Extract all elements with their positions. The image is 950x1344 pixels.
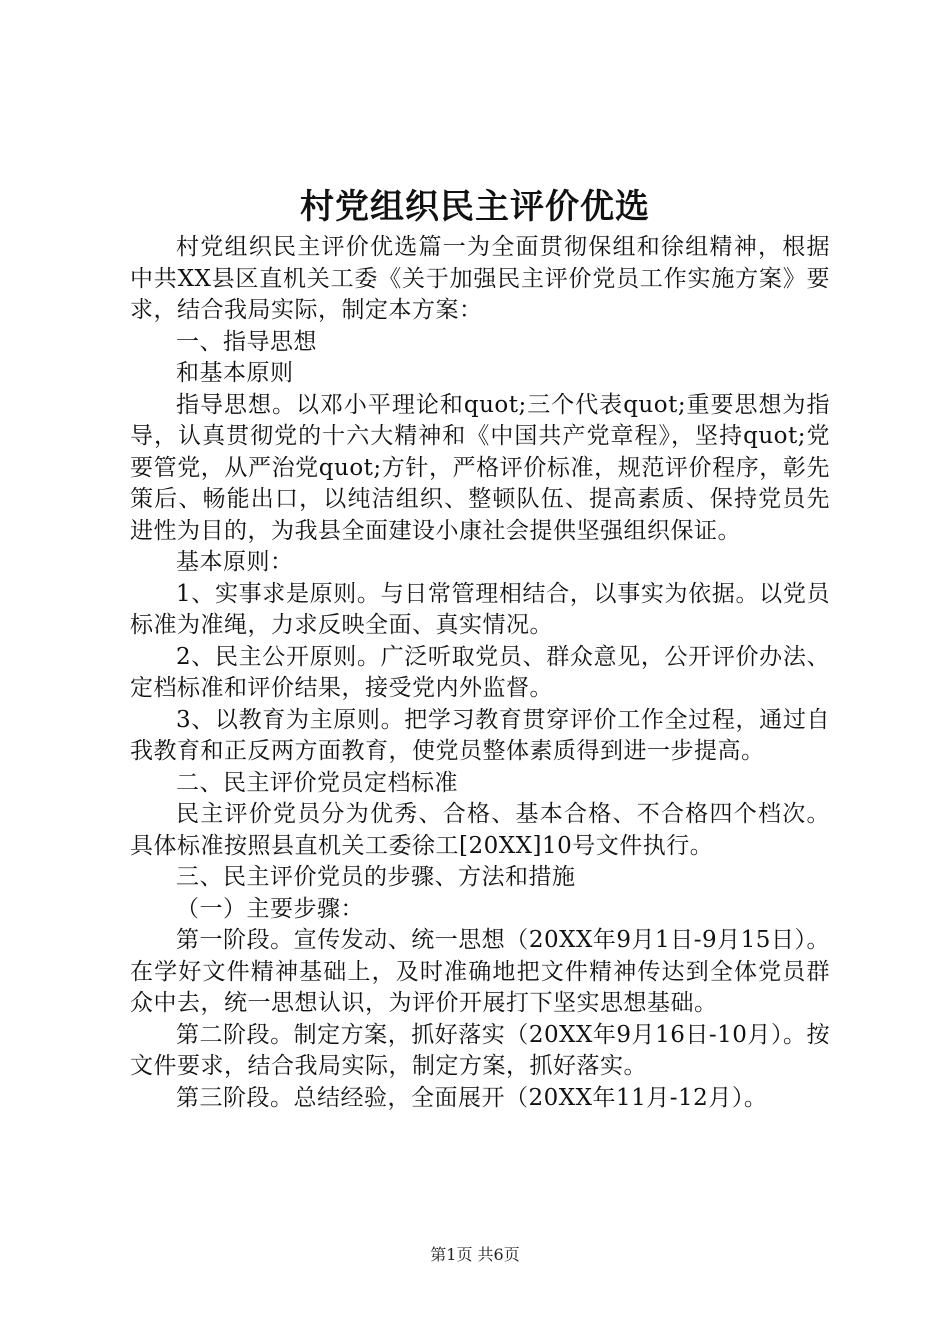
paragraph: 指导思想。以邓小平理论和quot;三个代表quot;重要思想为指导，认真贯彻党的十六大精神和《中国共产党章程》，坚持quot;党要管党，从严治党quot;方针，严格评价标准，规范评价程序，彰先策后、畅能出口，以纯洁组织、整顿队伍、提高素质、保持党员先进性为目的，为我县全面建设小康社会提供坚强组织保证。 — [130, 391, 830, 544]
subsection-heading: （一）主要步骤： — [176, 895, 364, 922]
paragraph: 第一阶段。宣传发动、统一思想（20XX年9月1日-9月15日）。在学好文件精神基础上，及时准确地把文件精神传达到全体党员群众中去，统一思想认识，为评价开展打下坚实思想基础。 — [130, 927, 830, 1016]
paragraph: 第二阶段。制定方案，抓好落实（20XX年9月16日-10月）。按文件要求，结合我局实际，制定方案，抓好落实。 — [130, 1021, 830, 1079]
section-heading: 一、指导思想 — [176, 328, 317, 355]
page-number: 第1页 共6页 — [430, 1245, 520, 1264]
section-heading: 和基本原则 — [176, 360, 294, 386]
section-heading: 三、民主评价党员的步骤、方法和措施 — [176, 864, 576, 890]
paragraph: 1、实事求是原则。与日常管理相结合，以事实为依据。以党员标准为准绳，力求反映全面、真实情况。 — [130, 580, 830, 638]
paragraph: 第三阶段。总结经验，全面展开（20XX年11月-12月）。 — [176, 1084, 768, 1111]
section-heading: 二、民主评价党员定档标准 — [176, 769, 458, 796]
paragraph: 2、民主公开原则。广泛听取党员、群众意见，公开评价办法、定档标准和评价结果，接受党内外监督。 — [130, 643, 830, 701]
document-body — [130, 232, 830, 1114]
paragraph: 村党组织民主评价优选篇一为全面贯彻保组和徐组精神，根据中共XX县区直机关工委《关于加强民主评价党员工作实施方案》要求，结合我局实际，制定本方案： — [130, 234, 830, 323]
paragraph: 3、以教育为主原则。把学习教育贯穿评价工作全过程，通过自我教育和正反两方面教育，使党员整体素质得到进一步提高。 — [130, 706, 830, 764]
document-title: 村党组织民主评价优选 — [300, 187, 650, 227]
paragraph: 基本原则： — [176, 549, 294, 575]
paragraph: 民主评价党员分为优秀、合格、基本合格、不合格四个档次。具体标准按照县直机关工委徐工[20XX]10号文件执行。 — [130, 801, 830, 859]
